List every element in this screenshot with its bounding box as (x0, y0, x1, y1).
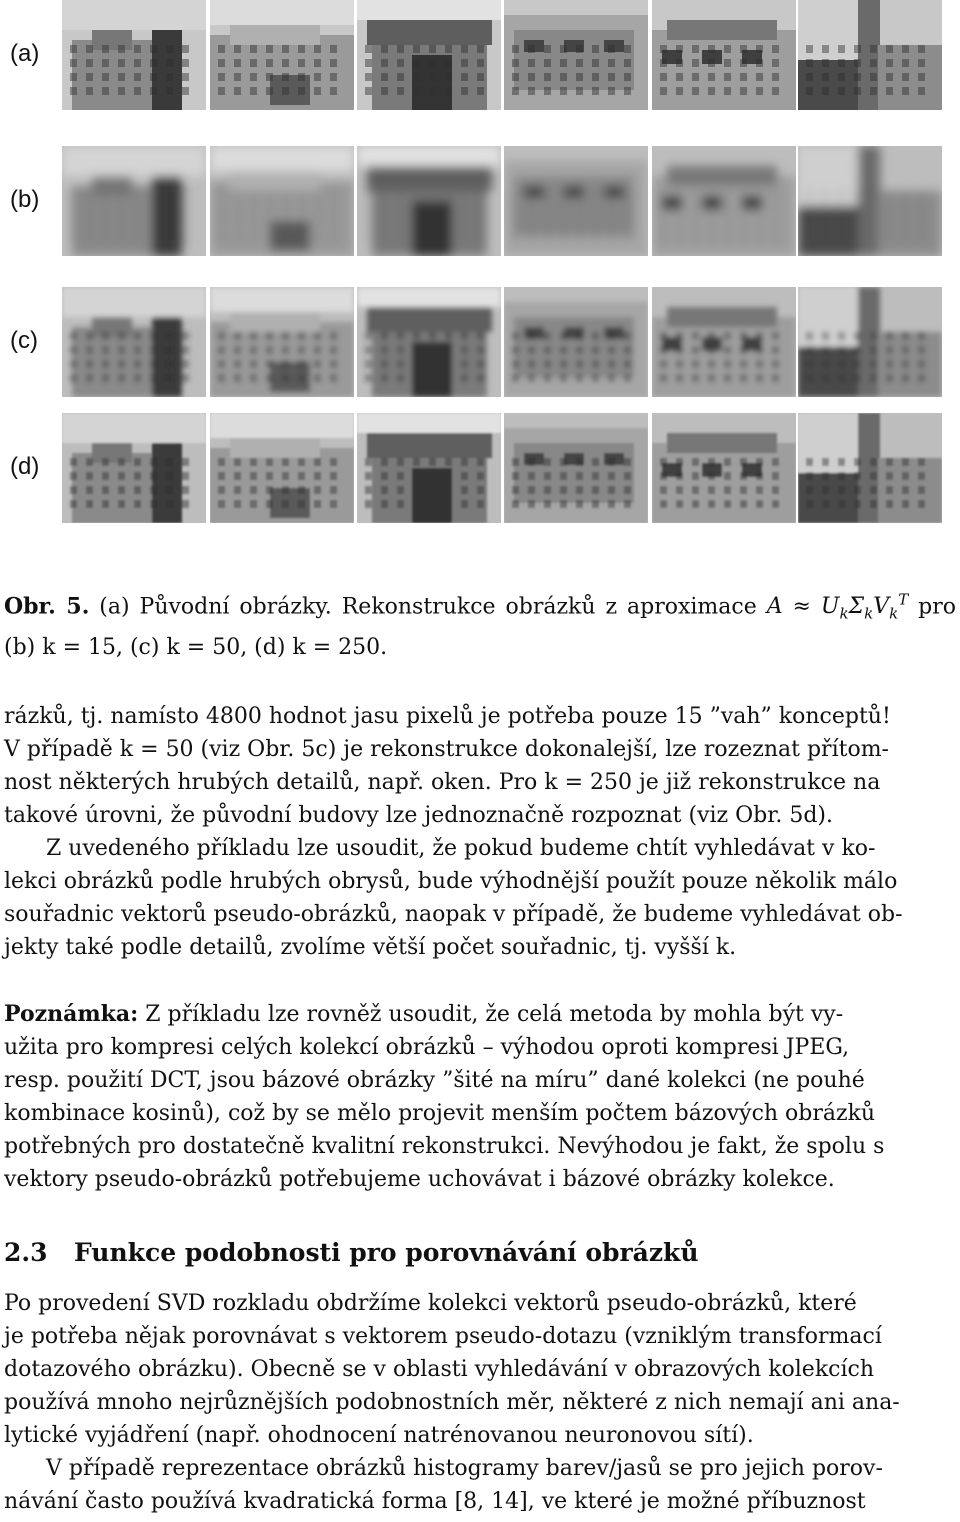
note-label: Poznámka: (4, 1001, 139, 1027)
building-image (62, 0, 206, 110)
text-line: resp. použití DCT, jsou bázové obrázky ”šité na míru” dané kolekci (ne pouhé (4, 1068, 865, 1093)
text-line: lekci obrázků podle hrubých obrysů, bude výhodnější použít pouze několik málo (4, 869, 898, 894)
building-image (357, 146, 501, 256)
building-image (652, 287, 796, 397)
text-line: kombinace kosinů), což by se mělo projevit menším počtem bázových obrázků (4, 1101, 876, 1126)
row-label-b: (b) (10, 186, 40, 213)
text-line: Po provedení SVD rozkladu obdržíme kolekci vektorů pseudo-obrázků, které (4, 1291, 857, 1316)
building-image (504, 413, 648, 523)
text-line: používá mnoho nejrůznějších podobnostních měr, některé z nich nemají ani ana- (4, 1390, 900, 1415)
building-image (62, 287, 206, 397)
building-image (210, 413, 354, 523)
building-image (210, 146, 354, 256)
text-line: užita pro kompresi celých kolekcí obrázků – výhodou oproti kompresi JPEG, (4, 1035, 850, 1060)
building-image (652, 413, 796, 523)
text-line: rázků, tj. namísto 4800 hodnot jasu pixelů je potřeba pouze 15 ”vah” konceptů! (4, 704, 891, 729)
section-title: Funkce podobnosti pro porovnávání obrázků (74, 1238, 699, 1267)
row-label-d: (d) (10, 453, 40, 480)
building-image (357, 0, 501, 110)
caption-text-2: pro (b) k = 15, (c) k = 50, (d) k = 250. (4, 594, 956, 660)
text-line: jekty také podle detailů, zvolíme větší počet souřadnic, tj. vyšší k. (4, 935, 737, 960)
text-line: V případě k = 50 (viz Obr. 5c) je rekonstrukce dokonalejší, lze rozeznat přítom- (4, 737, 889, 762)
building-image (504, 0, 648, 110)
building-image (798, 0, 942, 110)
text-line: takové úrovni, že původní budovy lze jednoznačně rozpoznat (viz Obr. 5d). (4, 803, 834, 828)
text-line: vektory pseudo-obrázků potřebujeme uchovávat i bázové obrázky kolekce. (4, 1167, 835, 1192)
building-image (357, 413, 501, 523)
building-image (357, 287, 501, 397)
figure-5 (0, 0, 960, 520)
body-paragraph-3 (4, 1287, 956, 1518)
text-line: V případě reprezentace obrázků histogramy barev/jasů se pro jejich porov- (46, 1456, 883, 1481)
text-line: nost některých hrubých detailů, např. oken. Pro k = 250 je již rekonstrukce na (4, 770, 881, 795)
note-paragraph (4, 998, 956, 1196)
building-image (62, 413, 206, 523)
building-image (210, 287, 354, 397)
building-image (652, 146, 796, 256)
building-image (210, 0, 354, 110)
text-line: lytické vyjádření (např. ohodnocení natrénovanou neuronovou sítí). (4, 1423, 754, 1448)
text-line: je potřeba nějak porovnávat s vektorem pseudo-dotazu (vzniklým transformací (4, 1324, 882, 1349)
text-line: souřadnic vektorů pseudo-obrázků, naopak v případě, že budeme vyhledávat ob- (4, 902, 903, 927)
text-line: dotazového obrázku). Obecně se v oblasti vyhledávání v obrazových kolekcích (4, 1357, 874, 1382)
text-line: návání často používá kvadratická forma [8, 14], ve které je možné příbuznost (4, 1489, 866, 1514)
caption-prefix: Obr. 5. (4, 593, 90, 620)
figure-caption (4, 584, 956, 664)
caption-formula: $A \approx U_k\Sigma_kV_k^T$ (766, 591, 909, 623)
row-label-c: (c) (10, 327, 38, 354)
building-image (62, 146, 206, 256)
text-line: potřebných pro dostatečně kvalitní rekonstrukci. Nevýhodou je fakt, že spolu s (4, 1134, 885, 1159)
building-image (652, 0, 796, 110)
caption-text-1: (a) Původní obrázky. Rekonstrukce obrázků z aproximace (89, 594, 767, 620)
row-label-a: (a) (10, 40, 40, 67)
text-line: Z uvedeného příkladu lze usoudit, že pokud budeme chtít vyhledávat v ko- (46, 836, 876, 861)
section-number: 2.3 (4, 1238, 48, 1267)
building-image (504, 287, 648, 397)
text-line: Z příkladu lze rovněž usoudit, že celá metoda by mohla být vy- (138, 1002, 844, 1027)
building-image (798, 413, 942, 523)
section-heading (4, 1238, 699, 1267)
building-image (504, 146, 648, 256)
body-paragraph-1 (4, 700, 956, 964)
building-image (798, 146, 942, 256)
building-image (798, 287, 942, 397)
